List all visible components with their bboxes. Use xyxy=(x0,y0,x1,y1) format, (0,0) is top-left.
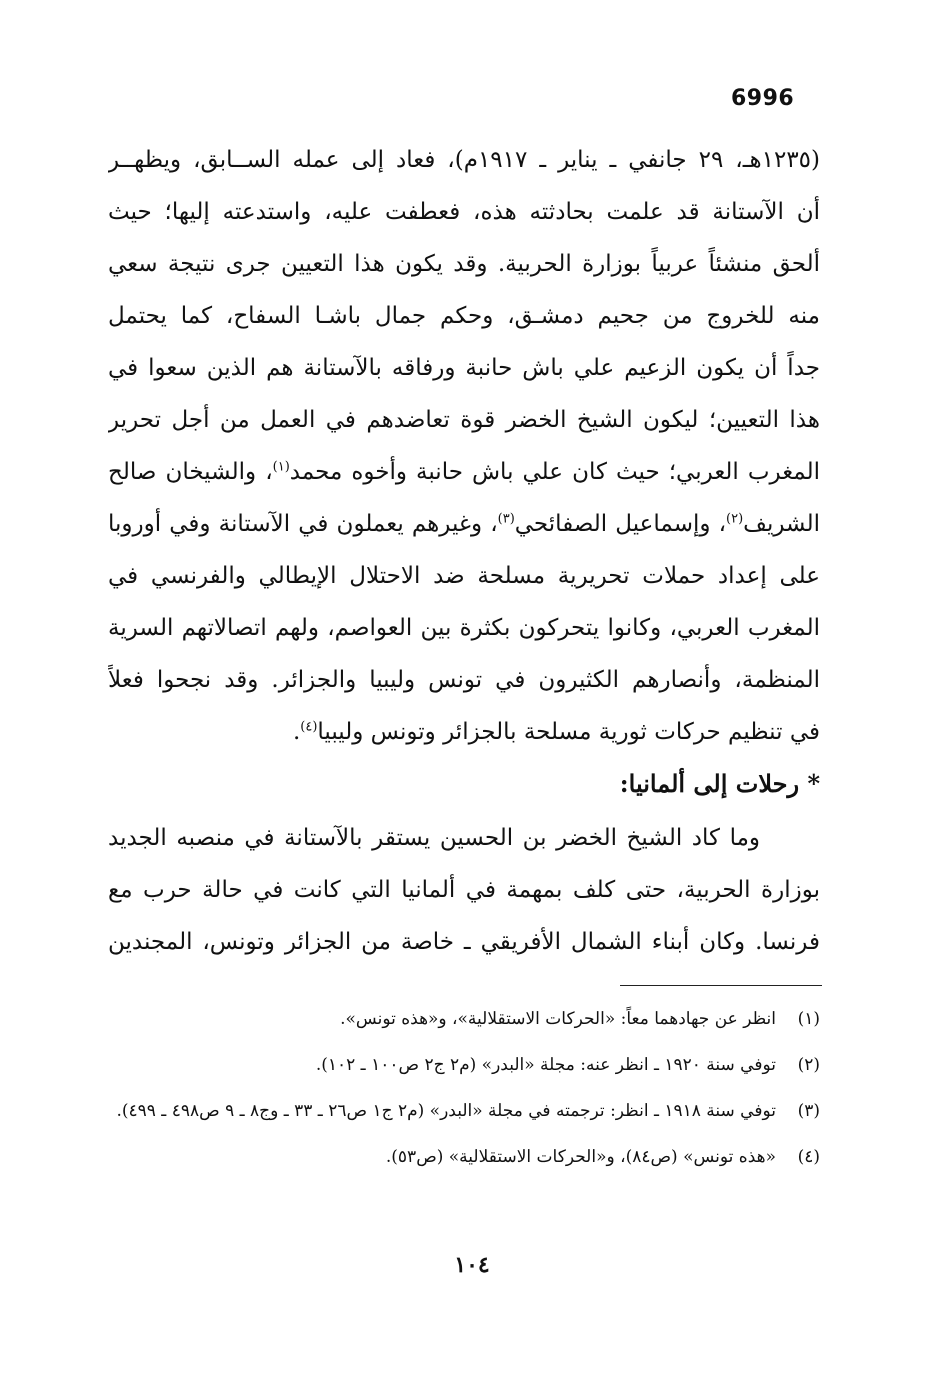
text-segment: ، والشيخان صالح xyxy=(108,459,273,485)
text-line: هذا التعيين؛ ليكون الشيخ الخضر قوة تعاضدهم في العمل من أجل تحرير xyxy=(108,407,820,433)
footnote-text: توفي سنة ١٩١٨ ـ انظر: ترجمته في مجلة «البدر» (م٢ ج١ ص٢٦ ـ ٣٣ ـ وج٨ ـ ٩ ص٤٩٨ ـ ٤٩٩). xyxy=(116,1101,776,1121)
text-line: المنظمة، وأنصارهم الكثيرون في تونس وليبيا والجزائر. وقد نجحوا فعلاً xyxy=(108,667,820,693)
germany-paragraph xyxy=(108,812,820,968)
text-line xyxy=(108,446,820,498)
text-segment: . xyxy=(292,719,301,745)
text-line xyxy=(108,498,820,550)
text-line: على إعداد حملات تحريرية مسلحة ضد الاحتلال الإيطالي والفرنسي في xyxy=(108,563,820,589)
page-number: ١٠٤ xyxy=(454,1252,490,1278)
text-line xyxy=(108,706,820,758)
footnote-number: (١) xyxy=(797,1009,820,1029)
footnote-item xyxy=(108,1092,820,1130)
text-line: جداً أن يكون الزعيم علي باش حانبة ورفاقه بالآستانة هم الذين سعوا في xyxy=(108,355,820,381)
footnote-ref-2[interactable]: (٢) xyxy=(726,511,744,527)
footnote-item xyxy=(108,1046,820,1084)
text-line: بوزارة الحربية، حتى كلف بمهمة في ألمانيا التي كانت في حالة حرب مع xyxy=(108,877,820,903)
footnote-ref-1[interactable]: (١) xyxy=(272,459,290,475)
text-segment: ، وغيرهم يعملون في الآستانة وفي أوروبا xyxy=(108,511,498,537)
footnote-text: توفي سنة ١٩٢٠ ـ انظر عنه: مجلة «البدر» (م٢ ج٢ ص١٠٠ ـ ١٠٢). xyxy=(315,1055,776,1075)
text-line: منه للخروج من جحيم دمشـق، وحكم جمال باشـا السفاح، كما يحتمل xyxy=(108,303,820,329)
text-line: فرنسا. وكان أبناء الشمال الأفريقي ـ خاصة من الجزائر وتونس، المجندين xyxy=(108,929,820,955)
text-segment: الشريف xyxy=(743,511,820,537)
text-line: أن الآستانة قد علمت بحادثته هذه، فعطفت عليه، واستدعته إليها؛ حيث xyxy=(108,199,820,225)
footnote-number: (٣) xyxy=(797,1101,820,1121)
text-line: وما كاد الشيخ الخضر بن الحسين يستقر بالآستانة في منصبه الجديد xyxy=(108,825,760,851)
text-segment: المغرب العربي؛ حيث كان علي باش حانبة وأخوه محمد xyxy=(289,459,820,485)
main-paragraph xyxy=(108,134,820,758)
footnote-number: (٤) xyxy=(797,1147,820,1167)
text-line: (١٢٣٥هـ، ٢٩ جانفي ـ يناير ـ ١٩١٧م)، فعاد إلى عمله الســابق، ويظهــر xyxy=(108,147,820,173)
text-line: المغرب العربي، وكانوا يتحركون بكثرة بين العواصم، ولهم اتصالاتهم السرية xyxy=(108,615,820,641)
footnote-separator xyxy=(620,985,822,986)
page-id: 6996 xyxy=(731,86,795,111)
footnote-text: «هذه تونس» (ص٨٤)، و«الحركات الاستقلالية» (ص٥٣). xyxy=(385,1147,776,1167)
text-segment: في تنظيم حركات ثورية مسلحة بالجزائر وتونس وليبيا xyxy=(317,719,820,745)
text-line: ألحق منشئاً عربياً بوزارة الحربية. وقد يكون هذا التعيين جرى نتيجة سعي xyxy=(108,251,820,277)
footnote-item xyxy=(108,1000,820,1038)
footnote-number: (٢) xyxy=(797,1055,820,1075)
footnote-ref-3[interactable]: (٣) xyxy=(497,511,515,527)
text-segment: ، وإسماعيل الصفائحي xyxy=(514,511,727,537)
footnote-ref-4[interactable]: (٤) xyxy=(300,719,318,735)
footnote-text: انظر عن جهادهما معاً: «الحركات الاستقلالية»، و«هذه تونس». xyxy=(340,1009,776,1029)
section-heading: * رحلات إلى ألمانيا: xyxy=(619,769,820,798)
footnotes xyxy=(108,1000,820,1184)
footnote-item xyxy=(108,1138,820,1176)
